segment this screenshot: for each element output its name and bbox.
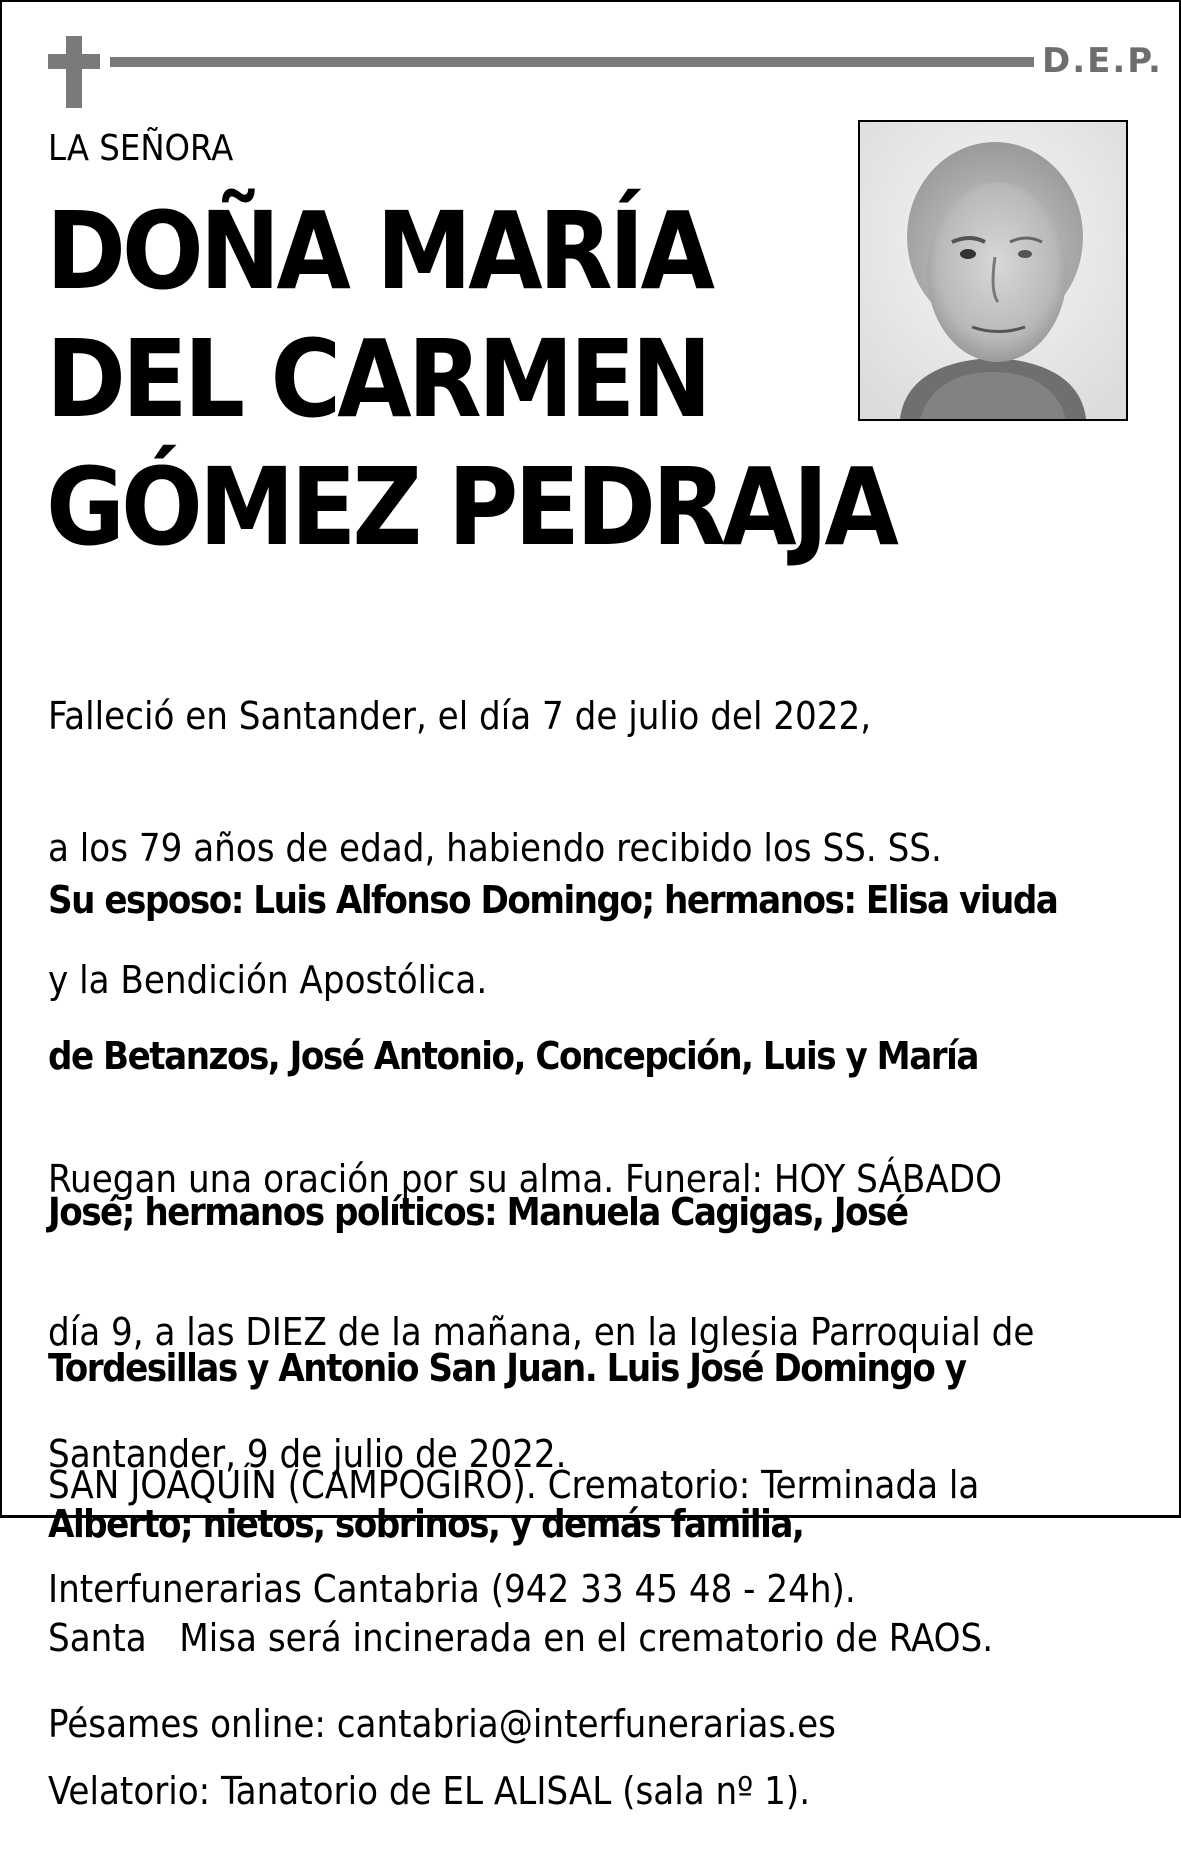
text-line: y la Bendición Apostólica. [48,958,488,1002]
text-line: Santa Misa será incinerada en el crematorio de RAOS. [48,1616,994,1660]
name-line: DOÑA MARÍA [46,190,712,314]
text-line: Ruegan una oración por su alma. Funeral: HOY SÁBADO [48,1157,1002,1201]
text-line: SAN JOAQUÍN (CAMPOGIRO). Crematorio: Terminada la [48,1463,980,1507]
header-rule [110,57,1034,67]
name-line: DEL CARMEN [46,318,708,442]
cross-icon [48,36,100,108]
closing-info [48,1342,1138,1792]
text-line: Interfunerarias Cantabria (942 33 45 48 - 24h). [48,1567,856,1611]
portrait-image [860,122,1126,419]
salutation: LA SEÑORA [48,128,234,169]
text-line: Santander, 9 de julio de 2022. [48,1432,567,1476]
text-line: a los 79 años de edad, habiendo recibido los SS. SS. [48,826,942,870]
text-line: Alberto; nietos, sobrinos, y demás familia, [48,1502,804,1546]
text-line: Velatorio: Tanatorio de EL ALISAL (sala nº 1). [48,1769,811,1813]
portrait-photo [858,120,1128,421]
text-line: de Betanzos, José Antonio, Concepción, Luis y María [48,1034,978,1078]
text-line: Pésames online: cantabria@interfunerarias.es [48,1702,836,1746]
text-line: Tordesillas y Antonio San Juan. Luis José Domingo y [48,1346,966,1390]
text-line: Falleció en Santander, el día 7 de julio del 2022, [48,694,872,738]
obituary-header [48,36,1163,108]
text-line: Su esposo: Luis Alfonso Domingo; hermanos: Elisa viuda [48,878,1058,922]
name-line: GÓMEZ PEDRAJA [46,446,895,570]
text-line: José; hermanos políticos: Manuela Cagigas, José [48,1190,908,1234]
text-line: día 9, a las DIEZ de la mañana, en la Iglesia Parroquial de [48,1310,1035,1354]
dep-label: D.E.P. [1042,41,1163,81]
deceased-name [46,188,895,572]
